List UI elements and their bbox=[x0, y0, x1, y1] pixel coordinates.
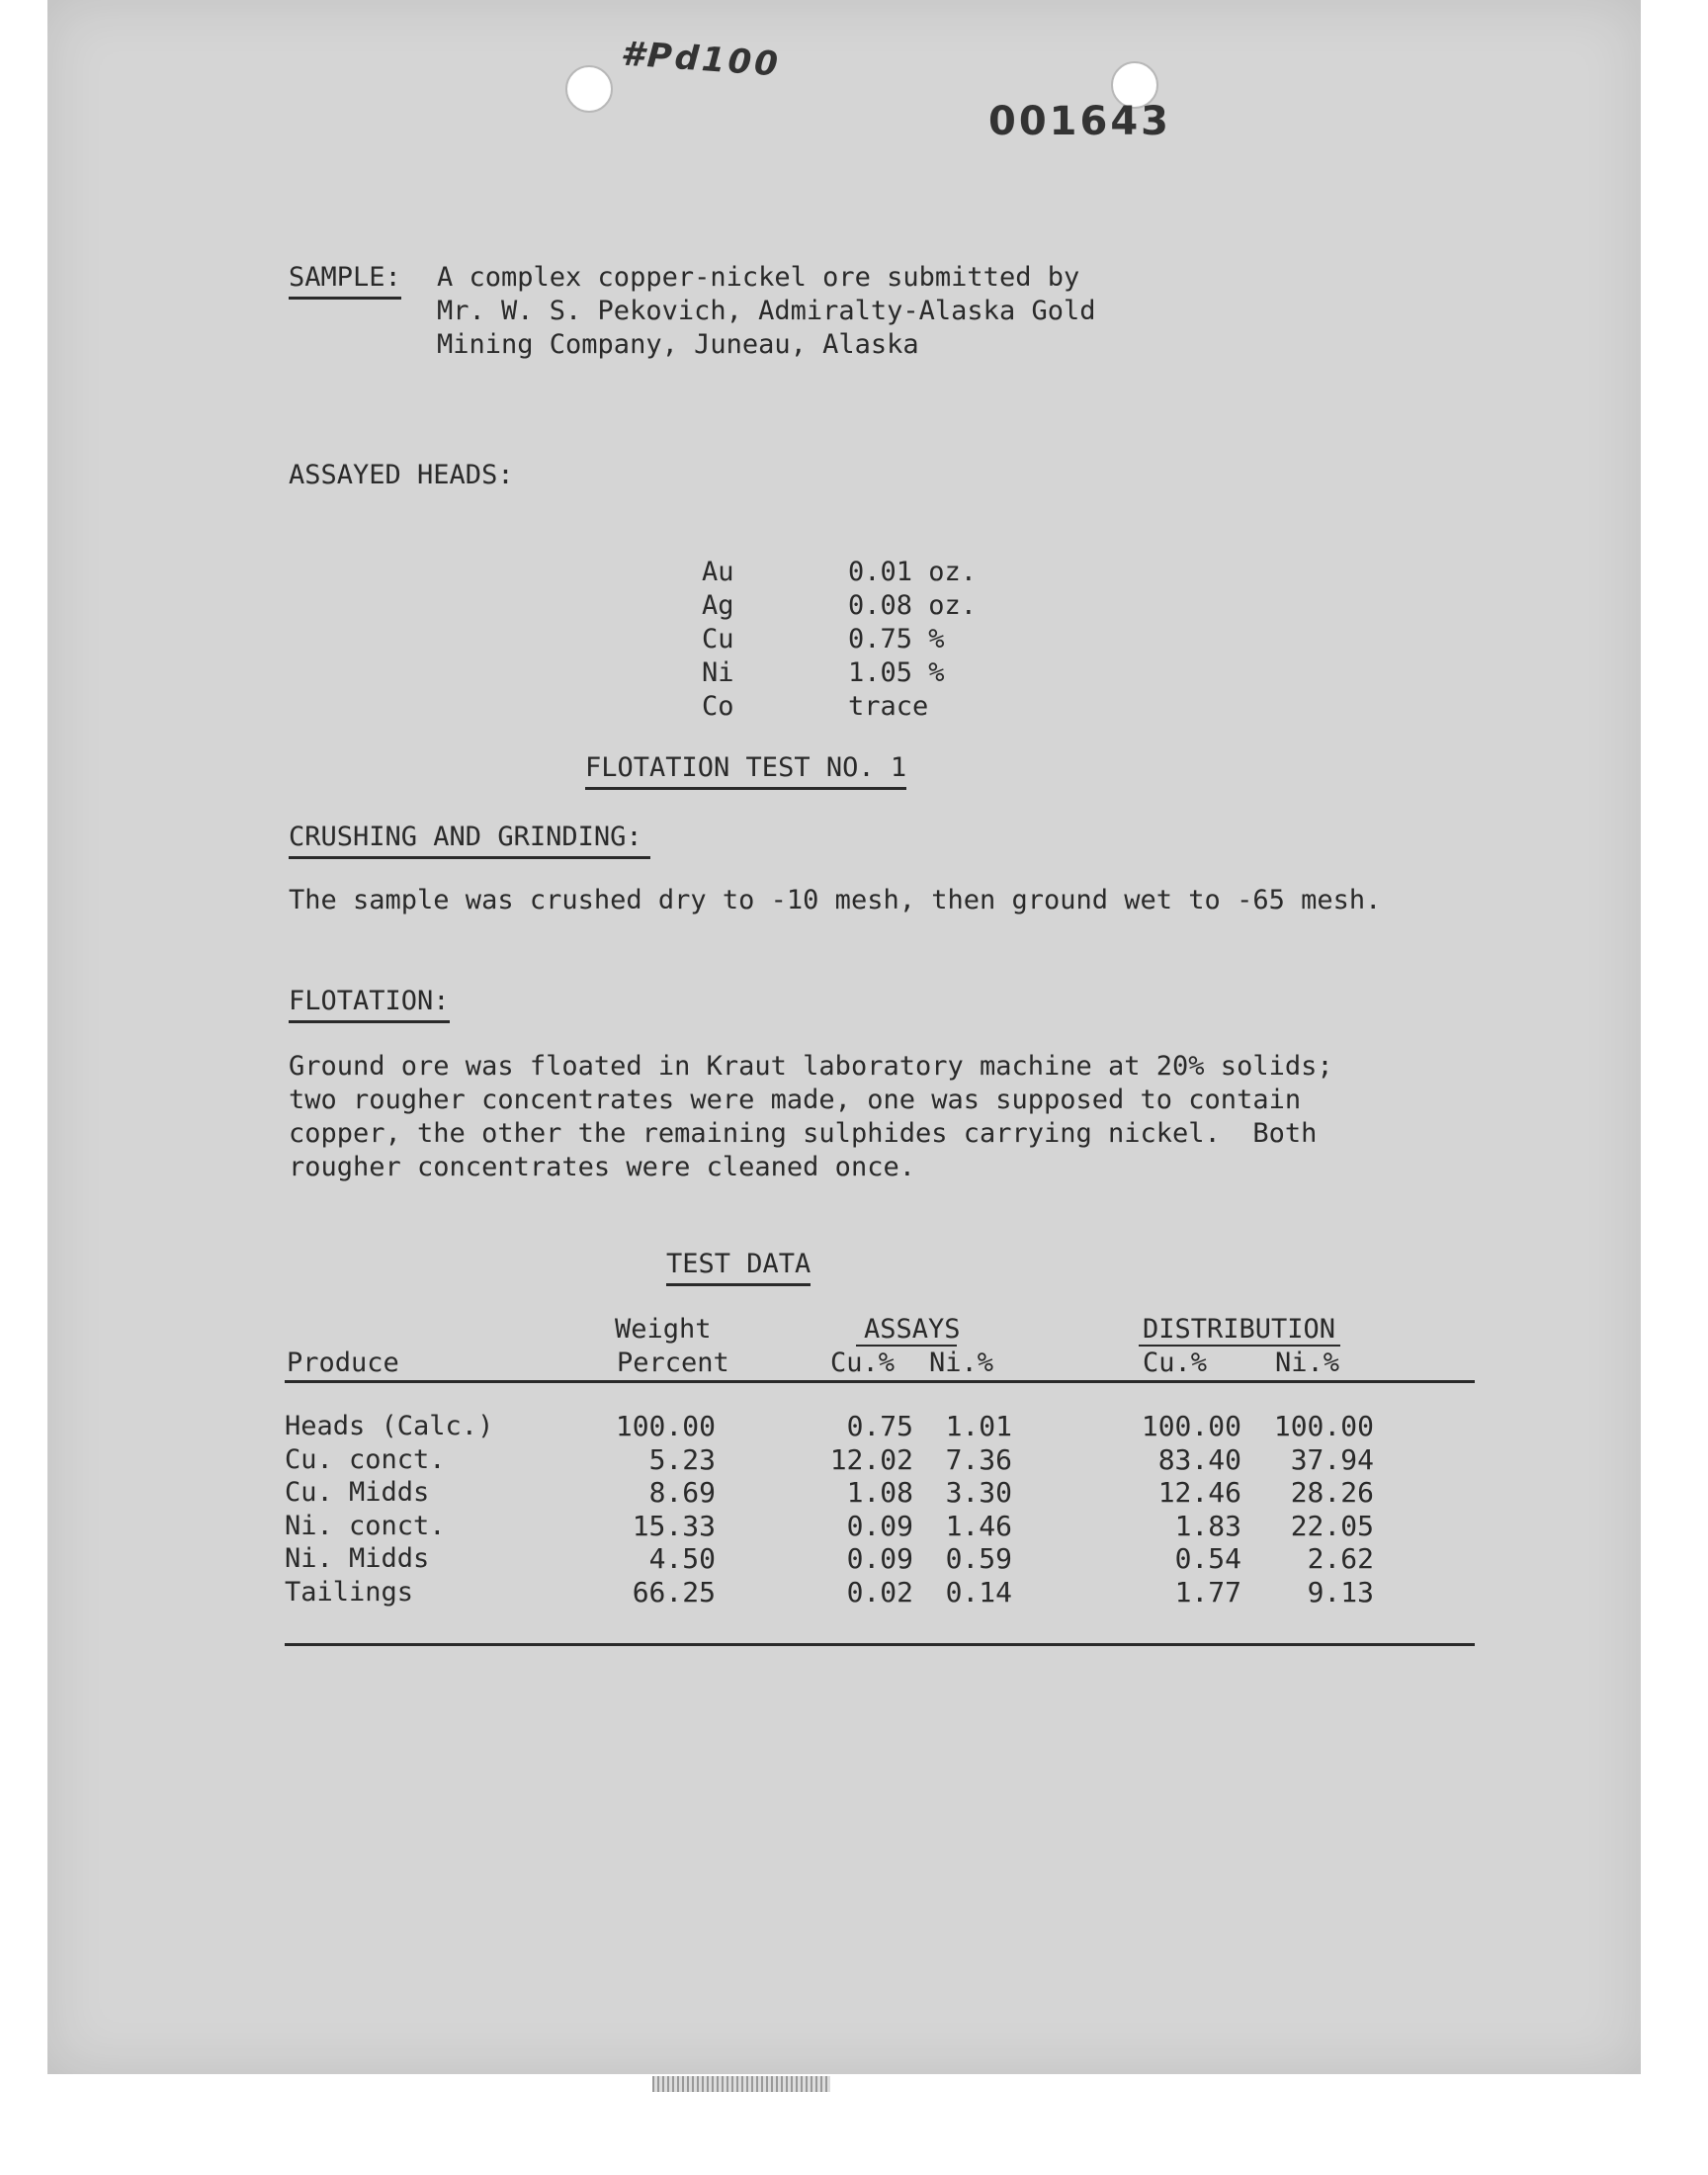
table-bottom-rule bbox=[285, 1643, 1475, 1646]
assay-element: Ni bbox=[702, 657, 734, 688]
flotation-line: rougher concentrates were cleaned once. bbox=[289, 1152, 915, 1182]
assay-value: trace bbox=[848, 691, 929, 722]
header-percent: Percent bbox=[617, 1348, 729, 1378]
cell-weight: 66.25 bbox=[632, 1575, 716, 1609]
assay-element: Cu bbox=[702, 624, 734, 654]
cell-assay-cu: 12.02 bbox=[829, 1442, 913, 1476]
header-assays-ni: Ni.% bbox=[929, 1348, 994, 1378]
cell-produce: Cu. conct. bbox=[285, 1443, 446, 1475]
flotation-label: FLOTATION: bbox=[289, 985, 450, 1023]
cell-produce: Heads (Calc.) bbox=[285, 1411, 494, 1441]
cell-assay-cu: 0.09 bbox=[846, 1509, 913, 1542]
test-title: FLOTATION TEST NO. 1 bbox=[585, 751, 906, 790]
cell-dist-ni: 2.62 bbox=[1307, 1542, 1374, 1575]
cell-assay-cu: 0.09 bbox=[846, 1542, 913, 1575]
document-number: 001643 bbox=[988, 99, 1171, 144]
header-assays-cu: Cu.% bbox=[830, 1348, 896, 1378]
cell-dist-cu: 1.77 bbox=[1174, 1575, 1241, 1609]
cell-dist-ni: 22.05 bbox=[1290, 1509, 1374, 1542]
assay-value: 1.05 % bbox=[848, 657, 945, 688]
header-distribution: DISTRIBUTION bbox=[1143, 1314, 1336, 1345]
cell-assay-ni: 1.46 bbox=[945, 1509, 1012, 1542]
cell-produce: Ni. Midds bbox=[285, 1543, 430, 1574]
cell-assay-cu: 1.08 bbox=[846, 1476, 913, 1509]
cell-dist-ni: 9.13 bbox=[1307, 1575, 1374, 1609]
cell-produce: Cu. Midds bbox=[285, 1477, 430, 1508]
assay-element: Ag bbox=[702, 590, 734, 621]
header-dist-ni: Ni.% bbox=[1275, 1348, 1340, 1378]
cell-assay-ni: 7.36 bbox=[945, 1442, 1012, 1476]
crushing-text: The sample was crushed dry to -10 mesh, then ground wet to -65 mesh. bbox=[289, 885, 1382, 915]
header-weight: Weight bbox=[615, 1314, 712, 1345]
cell-produce: Tailings bbox=[285, 1576, 414, 1608]
assay-element: Au bbox=[702, 557, 734, 587]
header-dist-cu: Cu.% bbox=[1143, 1348, 1208, 1378]
assayed-heads-label: ASSAYED HEADS: bbox=[289, 460, 514, 490]
assay-value: 0.75 % bbox=[848, 624, 945, 654]
cell-weight: 100.00 bbox=[615, 1410, 716, 1442]
crushing-label: CRUSHING AND GRINDING: bbox=[289, 821, 650, 859]
cell-weight: 4.50 bbox=[648, 1542, 716, 1575]
cell-dist-cu: 100.00 bbox=[1141, 1410, 1241, 1442]
scan-margin bbox=[0, 2074, 1708, 2175]
header-assays: ASSAYS bbox=[864, 1314, 961, 1345]
punch-hole-left bbox=[565, 65, 613, 113]
sample-line: Mining Company, Juneau, Alaska bbox=[437, 329, 919, 360]
cell-assay-cu: 0.75 bbox=[846, 1410, 913, 1442]
cell-dist-cu: 12.46 bbox=[1157, 1476, 1241, 1509]
cell-dist-ni: 100.00 bbox=[1273, 1410, 1374, 1442]
table-header-rule bbox=[285, 1380, 1475, 1383]
header-produce: Produce bbox=[287, 1348, 399, 1378]
test-data-title: TEST DATA bbox=[666, 1248, 811, 1286]
handwritten-reference: #Pd100 bbox=[619, 34, 783, 85]
cell-dist-cu: 83.40 bbox=[1157, 1442, 1241, 1476]
cell-assay-ni: 0.14 bbox=[945, 1575, 1012, 1609]
cell-weight: 15.33 bbox=[632, 1509, 716, 1542]
flotation-line: two rougher concentrates were made, one was supposed to contain bbox=[289, 1085, 1302, 1115]
cell-assay-ni: 1.01 bbox=[945, 1410, 1012, 1442]
cell-assay-cu: 0.02 bbox=[846, 1575, 913, 1609]
cell-assay-ni: 3.30 bbox=[945, 1476, 1012, 1509]
cell-weight: 8.69 bbox=[648, 1476, 716, 1509]
cell-dist-ni: 28.26 bbox=[1290, 1476, 1374, 1509]
cell-assay-ni: 0.59 bbox=[945, 1542, 1012, 1575]
cell-dist-cu: 0.54 bbox=[1174, 1542, 1241, 1575]
cell-dist-cu: 1.83 bbox=[1174, 1509, 1241, 1542]
sample-label: SAMPLE: bbox=[289, 261, 401, 300]
assay-element: Co bbox=[702, 691, 734, 722]
flotation-line: copper, the other the remaining sulphides carrying nickel. Both bbox=[289, 1118, 1318, 1149]
flotation-line: Ground ore was floated in Kraut laboratory machine at 20% solids; bbox=[289, 1051, 1333, 1082]
assay-value: 0.01 oz. bbox=[848, 557, 978, 587]
sample-line: Mr. W. S. Pekovich, Admiralty-Alaska Gold bbox=[437, 296, 1096, 326]
assay-value: 0.08 oz. bbox=[848, 590, 978, 621]
scan-artifact bbox=[652, 2076, 830, 2092]
sample-line: A complex copper-nickel ore submitted by bbox=[437, 262, 1080, 293]
cell-weight: 5.23 bbox=[648, 1442, 716, 1476]
cell-produce: Ni. conct. bbox=[285, 1510, 446, 1541]
cell-dist-ni: 37.94 bbox=[1290, 1442, 1374, 1476]
